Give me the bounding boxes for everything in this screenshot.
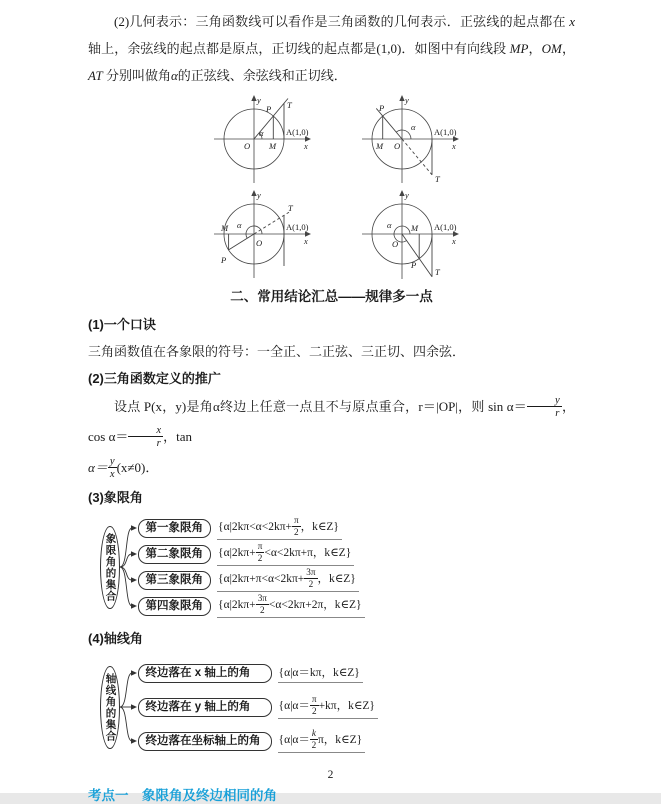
point-a-label: A(1,0) xyxy=(285,222,308,232)
point-p-label: P xyxy=(410,260,416,270)
y-axis-angle-formula xyxy=(278,695,378,719)
x-axis-label: x xyxy=(303,236,308,246)
unit-circle-quadrant-2 xyxy=(332,91,480,186)
origin-label: O xyxy=(255,238,262,248)
unit-circle-quadrant-4 xyxy=(332,186,480,281)
fraction-denominator: 2 xyxy=(294,526,299,537)
construction-lines xyxy=(402,234,432,277)
quadrant-2-box: 第二象限角 xyxy=(138,545,212,564)
definition-text: ，tan xyxy=(163,429,193,444)
var-om: OM xyxy=(541,41,562,56)
quadrant-tree-root: 象限角的集合 xyxy=(100,526,120,609)
definition-text: 设点 P(x，y)是角α终边上任意一点且不与原点重合，r＝|OP|，则 sin α＝ xyxy=(114,399,528,414)
y-axis-arrow xyxy=(251,190,256,196)
point-a-label: A(1,0) xyxy=(433,222,456,232)
alpha-label: α xyxy=(386,220,391,230)
fraction-denominator: 2 xyxy=(260,604,265,615)
formula-text: +kπ，k∈Z} xyxy=(318,699,375,712)
exam-point-heading: 考点一 象限角及终边相同的角 xyxy=(88,788,277,803)
section-title: 二、常用结论汇总——规律多一点 xyxy=(230,289,433,304)
definition-text: α＝ xyxy=(88,460,108,475)
formula-text: {α|α＝ xyxy=(278,699,310,712)
var-alpha: α xyxy=(170,68,178,83)
origin-label: O xyxy=(243,141,250,151)
unit-circle-quadrant-3 xyxy=(184,186,332,281)
point-t-label: T xyxy=(434,174,440,184)
y-axis-label: y xyxy=(404,190,409,200)
fraction-y-over-r xyxy=(527,395,562,419)
axis-angle-tree xyxy=(100,656,575,758)
x-axis-angle-box: 终边落在 x 轴上的角 xyxy=(138,664,272,683)
item-1-text: 三角函数值在各象限的符号：一全正、二正弦、三正切、四余弦． xyxy=(88,344,466,359)
formula-text: {α|2kπ+ xyxy=(218,546,256,559)
x-axis-label: x xyxy=(303,141,308,151)
fraction-3pi-over-2 xyxy=(304,568,317,589)
formula-text: <α<2kπ+π，k∈Z} xyxy=(264,546,352,559)
unit-circle-q1-figure xyxy=(192,91,324,186)
definition-line-1 xyxy=(88,392,575,452)
formula-text: {α|2kπ+π<α<2kπ+ xyxy=(218,572,305,585)
fraction-denominator: r xyxy=(156,438,161,450)
point-p-label: P xyxy=(265,104,271,114)
quadrant-1-formula xyxy=(217,516,342,540)
fraction-denominator: 2 xyxy=(257,552,263,563)
fraction-denominator: r xyxy=(555,408,560,420)
coord-axis-angle-box: 终边落在坐标轴上的角 xyxy=(138,732,272,751)
fraction-numerator: x xyxy=(128,425,163,437)
intro-text: 轴上，余弦线的起点都是原点，正切线的起点都是(1,0)．如图中有向线段 xyxy=(88,41,510,56)
tree-row xyxy=(138,690,378,724)
y-axis-label: y xyxy=(404,95,409,105)
formula-text: <α<2kπ+2π，k∈Z} xyxy=(268,598,362,611)
fraction-numerator: π xyxy=(294,514,299,525)
axis-tree-root: 轴线角的集合 xyxy=(100,666,120,749)
item-4-heading: (4)轴线角 xyxy=(88,631,143,646)
tree-row xyxy=(138,656,378,690)
fraction-denominator: 2 xyxy=(311,705,317,716)
item-2-heading: (2)三角函数定义的推广 xyxy=(88,371,221,386)
point-p-label: P xyxy=(220,255,226,265)
fraction-y-over-x xyxy=(108,456,117,480)
unit-circle-q4-figure xyxy=(340,186,472,281)
fraction-numerator: π xyxy=(311,693,317,704)
x-axis-angle-formula: {α|α＝kπ，k∈Z} xyxy=(278,664,363,683)
x-axis-label: x xyxy=(451,141,456,151)
quadrant-tree-rows xyxy=(138,515,365,619)
formula-text: {α|α＝ xyxy=(278,733,310,746)
quadrant-3-formula xyxy=(217,568,359,592)
intro-text: (2)几何表示：三角函数线可以看作是三角函数的几何表示．正弦线的起点都在 xyxy=(114,14,570,29)
fraction-numerator: y xyxy=(109,456,115,468)
unit-circle-diagrams xyxy=(184,91,480,281)
formula-text: {α|2kπ<α<2kπ+ xyxy=(218,520,292,533)
intro-text: 的正弦线、余弦线和正切线． xyxy=(177,68,347,83)
y-axis-arrow xyxy=(399,190,404,196)
y-axis-label: y xyxy=(256,95,261,105)
fraction-numerator: π xyxy=(257,540,263,551)
axis-tree-rows xyxy=(138,656,378,758)
fraction-pi-over-2 xyxy=(292,516,301,537)
formula-text: π，k∈Z} xyxy=(318,733,363,746)
alpha-label: α xyxy=(236,220,241,230)
point-t-label: T xyxy=(286,100,292,110)
y-axis-arrow xyxy=(251,95,256,101)
unit-circle-q3-figure xyxy=(192,186,324,281)
tree-row xyxy=(138,724,378,758)
quadrant-2-formula xyxy=(217,542,354,566)
tree-row xyxy=(138,567,365,593)
item-1-heading: (1)一个口诀 xyxy=(88,317,156,332)
point-a-label: A(1,0) xyxy=(433,127,456,137)
y-axis-angle-box: 终边落在 y 轴上的角 xyxy=(138,698,272,717)
fraction-denominator: x xyxy=(109,469,115,481)
formula-text: ，k∈Z} xyxy=(300,520,339,533)
axes xyxy=(362,193,457,279)
alpha-label: α xyxy=(258,128,263,138)
page-number: 2 xyxy=(327,769,334,781)
fraction-denominator: 2 xyxy=(311,739,317,750)
fraction-pi-over-2 xyxy=(310,695,319,716)
coord-axis-angle-formula xyxy=(278,729,366,753)
y-axis-label: y xyxy=(256,190,261,200)
alpha-label: α xyxy=(410,122,415,132)
var-mp: MP xyxy=(509,41,529,56)
fraction-3pi-over-2 xyxy=(256,594,269,615)
intro-text: ， xyxy=(561,41,575,56)
quadrant-3-box: 第三象限角 xyxy=(138,571,212,590)
fraction-k-over-2 xyxy=(310,729,318,750)
x-axis-label: x xyxy=(451,236,456,246)
item-3-heading: (3)象限角 xyxy=(88,490,143,505)
tree-connector-lines xyxy=(120,515,138,619)
fraction-numerator: y xyxy=(527,395,562,407)
point-t-label: T xyxy=(434,267,440,277)
fraction-numerator: 3π xyxy=(257,592,267,603)
var-at: AT xyxy=(88,68,103,83)
definition-line-2 xyxy=(88,452,575,484)
point-a-label: A(1,0) xyxy=(285,127,308,137)
tree-connector-lines xyxy=(120,656,138,758)
quadrant-4-formula xyxy=(217,594,365,618)
intro-paragraph xyxy=(88,8,575,89)
quadrant-angle-tree xyxy=(100,515,575,619)
point-m-label: M xyxy=(375,141,383,151)
fraction-denominator: 2 xyxy=(308,578,314,589)
y-axis-arrow xyxy=(399,95,404,101)
point-m-label: M xyxy=(410,223,418,233)
var-x: x xyxy=(569,14,575,29)
tree-row xyxy=(138,515,365,541)
tree-row xyxy=(138,541,365,567)
fraction-x-over-r xyxy=(128,425,163,449)
point-m-label: M xyxy=(268,141,276,151)
formula-text: ，k∈Z} xyxy=(317,572,356,585)
point-m-label: M xyxy=(220,223,228,233)
unit-circle-quadrant-1 xyxy=(184,91,332,186)
fraction-numerator: k xyxy=(311,727,316,738)
quadrant-1-box: 第一象限角 xyxy=(138,519,212,538)
origin-label: O xyxy=(391,239,398,249)
fraction-numerator: 3π xyxy=(306,566,316,577)
tree-row xyxy=(138,593,365,619)
unit-circle-q2-figure xyxy=(340,91,472,186)
origin-label: O xyxy=(393,141,400,151)
intro-text: 分别叫做角 xyxy=(102,68,171,83)
definition-text: (x≠0)． xyxy=(116,460,159,475)
quadrant-4-box: 第四象限角 xyxy=(138,597,212,616)
definition-text: ，cos α＝ xyxy=(88,399,575,444)
point-t-label: T xyxy=(287,203,293,213)
axes xyxy=(214,98,309,183)
formula-text: {α|2kπ+ xyxy=(218,598,256,611)
intro-text: ， xyxy=(528,41,542,56)
point-p-label: P xyxy=(378,103,384,113)
